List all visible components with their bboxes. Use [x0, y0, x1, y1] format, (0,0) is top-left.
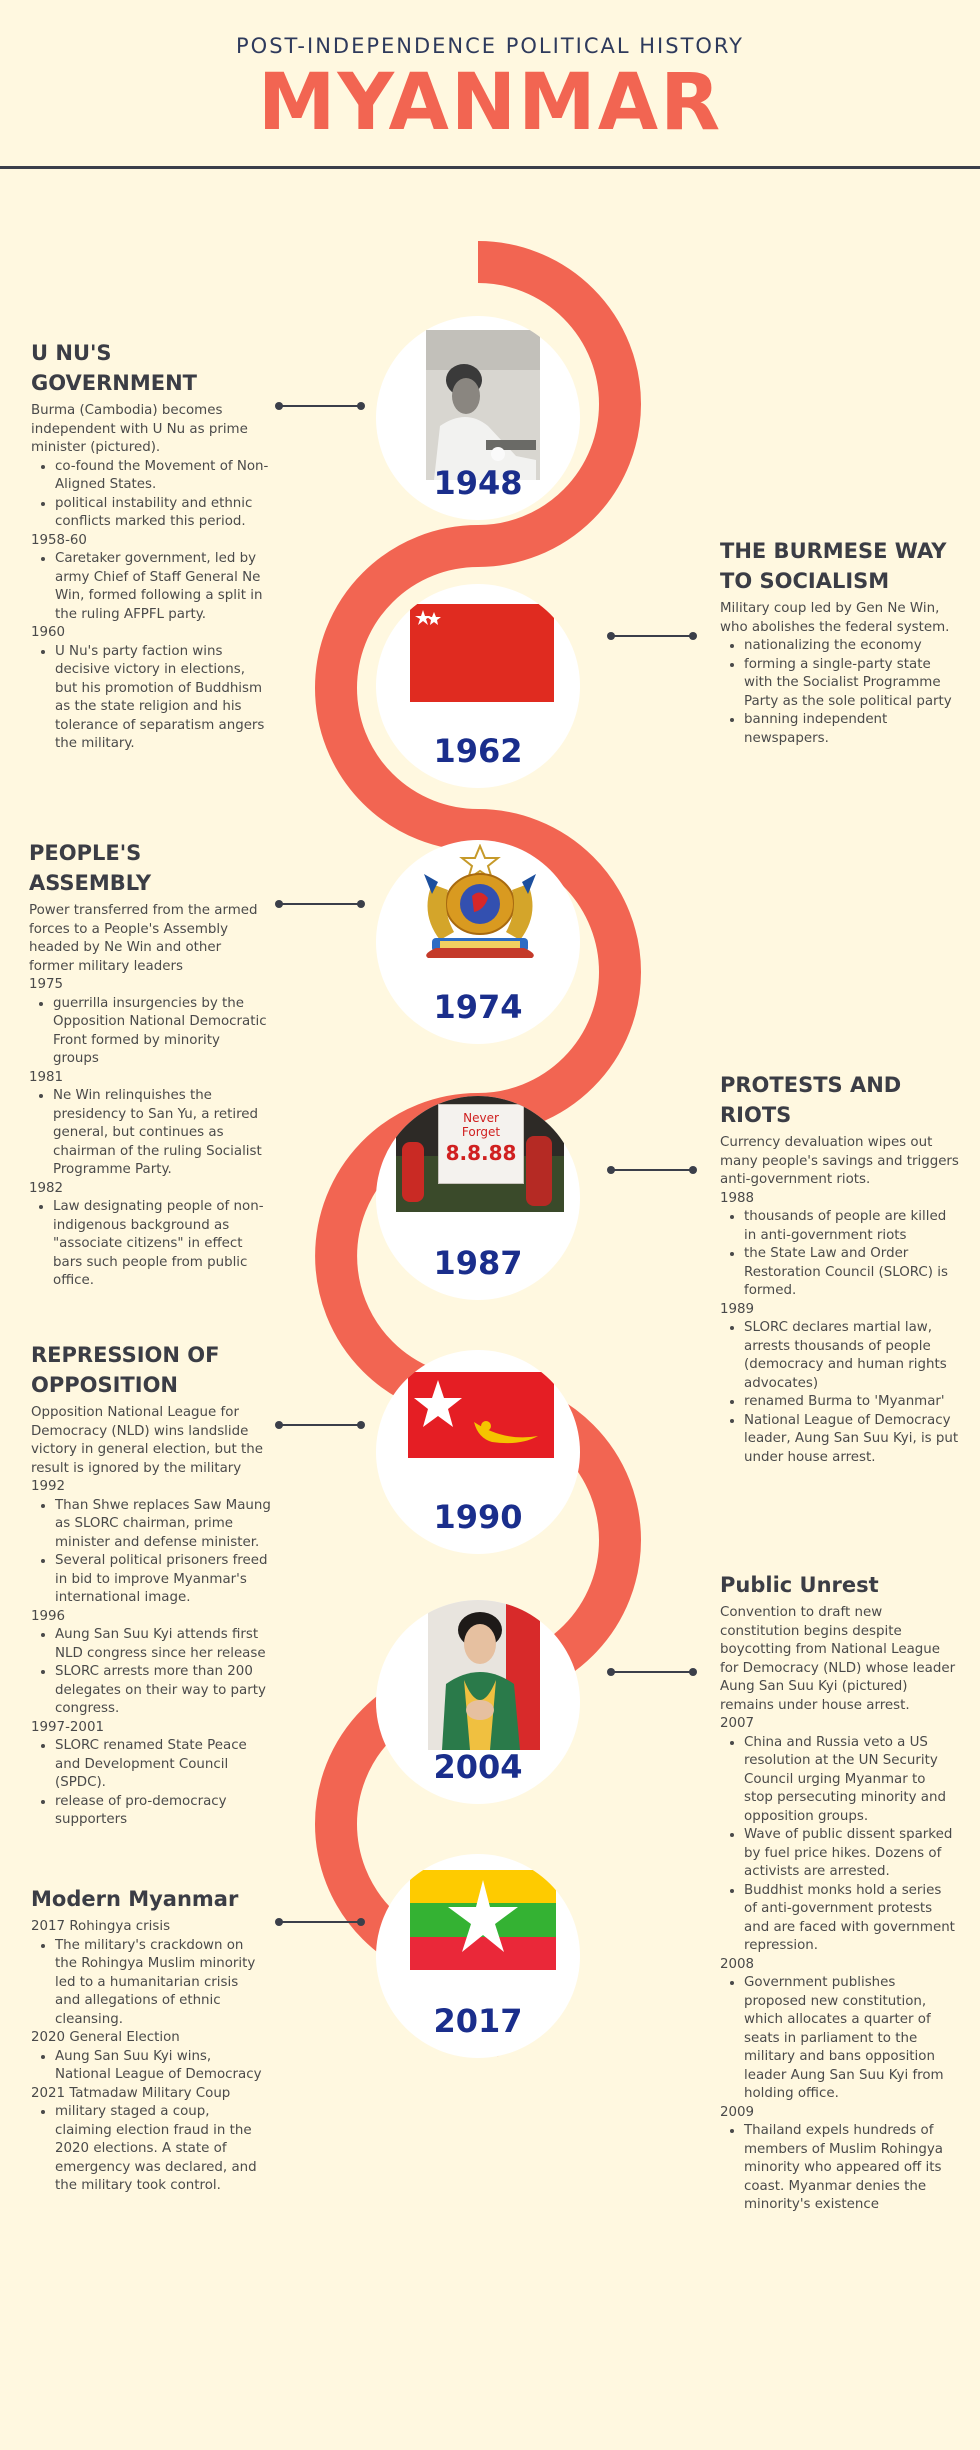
section-title: REPRESSION OF OPPOSITION [31, 1343, 220, 1397]
bullet-item: • Several political prisoners freed in bid to improve Myanmar's international image. [55, 1552, 271, 1608]
bullet-item: • Than Shwe replaces Saw Maung as SLORC chairman, prime minister and defense minister. [55, 1497, 271, 1553]
year-1962: 1962 [433, 732, 523, 770]
bullet-list [31, 1497, 271, 1608]
myanmar-flag [410, 1870, 556, 1970]
bullet-item: • Law designating people of non-indigenous background as "associate citizens" in effect bars such people from public office. [53, 1198, 269, 1291]
section-title: Public Unrest [720, 1573, 879, 1597]
bullet-item: • U Nu's party faction wins decisive victory in elections, but his promotion of Buddhism as the state religion and his tolerance of separatism angers the military. [55, 643, 271, 754]
bullet-item: • co-found the Movement of Non-Aligned States. [55, 458, 271, 495]
bullet-item: • The military's crackdown on the Rohingya Muslim minority led to a humanitarian crisis and allegations of ethnic cleansing. [55, 1937, 267, 2030]
bullet-list [29, 995, 269, 1069]
bullet-item: • China and Russia veto a US resolution at the UN Security Council urging Myanmar to stop persecuting minority and opposition groups. [744, 1734, 956, 1827]
protest-photo [396, 1096, 564, 1212]
bullet-list [29, 1198, 269, 1291]
page-subtitle: POST-INDEPENDENCE POLITICAL HISTORY [236, 34, 744, 58]
section-intro: Opposition National League for Democracy (NLD) wins landslide victory in general election, but the result is ignored by the military [31, 1405, 263, 1476]
bullet-item: • guerrilla insurgencies by the Opposition National Democratic Front formed by minority groups [53, 995, 269, 1069]
section-intro: Convention to draft new constitution begins despite boycotting from National League for Democracy (NLD) whose leader Aung San Suu Kyi (pictured) remains under house arrest. [720, 1605, 956, 1713]
bullet-list [31, 2048, 267, 2085]
connector-1948 [278, 405, 362, 407]
bullet-item: • Thailand expels hundreds of members of Muslim Rohingya minority who appeared off its coast. Myanmar denies the minority's existence [744, 2122, 956, 2215]
milestone-2004 [376, 1600, 580, 1804]
bullet-list [31, 643, 271, 754]
sign-line-3: 8.8.88 [445, 1141, 517, 1165]
section-repression [31, 1340, 361, 1830]
bullet-list [29, 1087, 269, 1180]
bullet-item: • Caretaker government, led by army Chief of Staff General Ne Win, formed following a split in the ruling AFPFL party. [55, 550, 271, 624]
sign-line-2: Forget [461, 1125, 501, 1139]
bullet-item: • SLORC declares martial law, arrests thousands of people (democracy and human rights advocates) [744, 1319, 960, 1393]
year-label: 1960 [31, 625, 66, 640]
bullet-list [31, 2103, 267, 2196]
bullet-item: • Buddhist monks hold a series of anti-government protests and are faced with government repression. [744, 1882, 956, 1956]
sign-line-1: Never [463, 1111, 499, 1125]
section-peoples-assembly [29, 838, 269, 1291]
bullet-item: • military staged a coup, claiming election fraud in the 2020 elections. A state of emergency was declared, and the military took control. [55, 2103, 267, 2196]
year-label: 1982 [29, 1180, 64, 1196]
connector-1962 [610, 635, 694, 637]
connector-1987 [610, 1169, 694, 1171]
bullet-item: • Government publishes proposed new constitution, which allocates a quarter of seats in parliament to the military and bans opposition leader Aung San Suu Kyi from holding office. [744, 1974, 956, 2104]
section-intro: Burma (Cambodia) becomes independent with U Nu as prime minister (pictured). [31, 403, 248, 455]
year-1948: 1948 [433, 464, 523, 502]
section-u-nu [31, 338, 271, 754]
socialist-flag [410, 604, 554, 702]
year-label: 1996 [31, 1608, 66, 1624]
section-intro: Military coup led by Gen Ne Win, who abolishes the federal system. [720, 601, 950, 635]
year-label: 1958-60 [31, 532, 87, 548]
bullet-item: • SLORC renamed State Peace and Development Council (SPDC). [55, 1737, 271, 1793]
section-protests [720, 1070, 960, 1467]
year-label: 2020 General Election [31, 2030, 180, 2045]
milestone-1990 [376, 1350, 580, 1554]
milestone-2017 [376, 1854, 580, 2058]
section-modern-myanmar [31, 1884, 267, 2196]
bullet-item: • Aung San Suu Kyi attends first NLD congress since her release [55, 1626, 271, 1663]
bullet-item: • Ne Win relinquishes the presidency to San Yu, a retired general, but continues as chairman of the ruling Socialist Programme Party. [53, 1087, 269, 1180]
year-label: 2009 [720, 2104, 755, 2120]
milestone-1962 [376, 584, 580, 788]
connector-2004 [610, 1671, 694, 1673]
bullet-item: • release of pro-democracy supporters [55, 1793, 271, 1830]
bullet-item: • thousands of people are killed in anti-government riots [744, 1208, 960, 1245]
year-label: 2021 Tatmadaw Military Coup [31, 2085, 231, 2101]
bullet-item: • the State Law and Order Restoration Council (SLORC) is formed. [744, 1245, 960, 1301]
milestone-1974 [376, 840, 580, 1044]
bullet-list [720, 1319, 960, 1467]
bullet-item: • Aung San Suu Kyi wins, National League of Democracy [55, 2048, 267, 2085]
year-label: 1989 [720, 1301, 755, 1317]
bullet-item: • nationalizing the economy [744, 637, 954, 656]
milestone-1987 [376, 1096, 580, 1300]
bullet-list [31, 1626, 271, 1719]
bullet-list [31, 458, 271, 532]
section-public-unrest [720, 1570, 956, 2215]
bullet-list [720, 2122, 956, 2215]
bullet-item: • Wave of public dissent sparked by fuel price hikes. Dozens of activists are arrested. [744, 1826, 956, 1882]
bullet-item: • banning independent newspapers. [744, 711, 954, 748]
state-seal-icon [414, 844, 546, 958]
bullet-item: • forming a single-party state with the Socialist Programme Party as the sole political party [744, 656, 954, 712]
bullet-item: • political instability and ethnic conflicts marked this period. [55, 495, 271, 532]
year-2017: 2017 [433, 2002, 523, 2040]
suu-kyi-photo [428, 1600, 540, 1750]
nld-flag [408, 1372, 554, 1458]
year-label: 1997-2001 [31, 1719, 104, 1735]
section-title: Modern Myanmar [31, 1887, 239, 1911]
year-1974: 1974 [433, 988, 523, 1026]
bullet-list [31, 1737, 271, 1830]
year-label: 2017 Rohingya crisis [31, 1919, 171, 1934]
protest-sign [438, 1104, 524, 1184]
section-burmese-way [720, 536, 954, 748]
bullet-list [720, 637, 954, 748]
section-intro: Currency devaluation wipes out many people's savings and triggers anti-government riots. [720, 1135, 959, 1187]
year-label: 1981 [29, 1069, 64, 1085]
milestone-1948 [376, 316, 580, 520]
bullet-list [31, 1937, 267, 2030]
year-1990: 1990 [433, 1498, 523, 1536]
bullet-list [720, 1734, 956, 1956]
u-nu-photo [426, 330, 540, 480]
page-title: MYANMAR [257, 58, 723, 148]
section-title: THE BURMESE WAY TO SOCIALISM [720, 539, 947, 593]
section-title: PROTESTS AND RIOTS [720, 1073, 902, 1127]
section-title: PEOPLE'S ASSEMBLY [29, 841, 152, 895]
bullet-list [720, 1974, 956, 2104]
section-title: U NU'S GOVERNMENT [31, 341, 198, 395]
year-2004: 2004 [433, 1748, 523, 1786]
bullet-list [720, 1208, 960, 1301]
year-label: 2007 [720, 1716, 755, 1731]
year-label: 1988 [720, 1190, 755, 1206]
bullet-item: • National League of Democracy leader, Aung San Suu Kyi, is put under house arrest. [744, 1412, 960, 1468]
bullet-item: • renamed Burma to 'Myanmar' [744, 1393, 960, 1412]
bullet-item: • SLORC arrests more than 200 delegates on their way to party congress. [55, 1663, 271, 1719]
year-1987: 1987 [433, 1244, 523, 1282]
connector-1974 [278, 903, 362, 905]
year-label: 2008 [720, 1956, 755, 1972]
year-label: 1992 [31, 1479, 66, 1494]
section-intro: Power transferred from the armed forces to a People's Assembly headed by Ne Win and other former military leaders [29, 903, 258, 974]
connector-2017 [278, 1921, 362, 1923]
year-label: 1975 [29, 977, 64, 992]
bullet-list [31, 550, 271, 624]
